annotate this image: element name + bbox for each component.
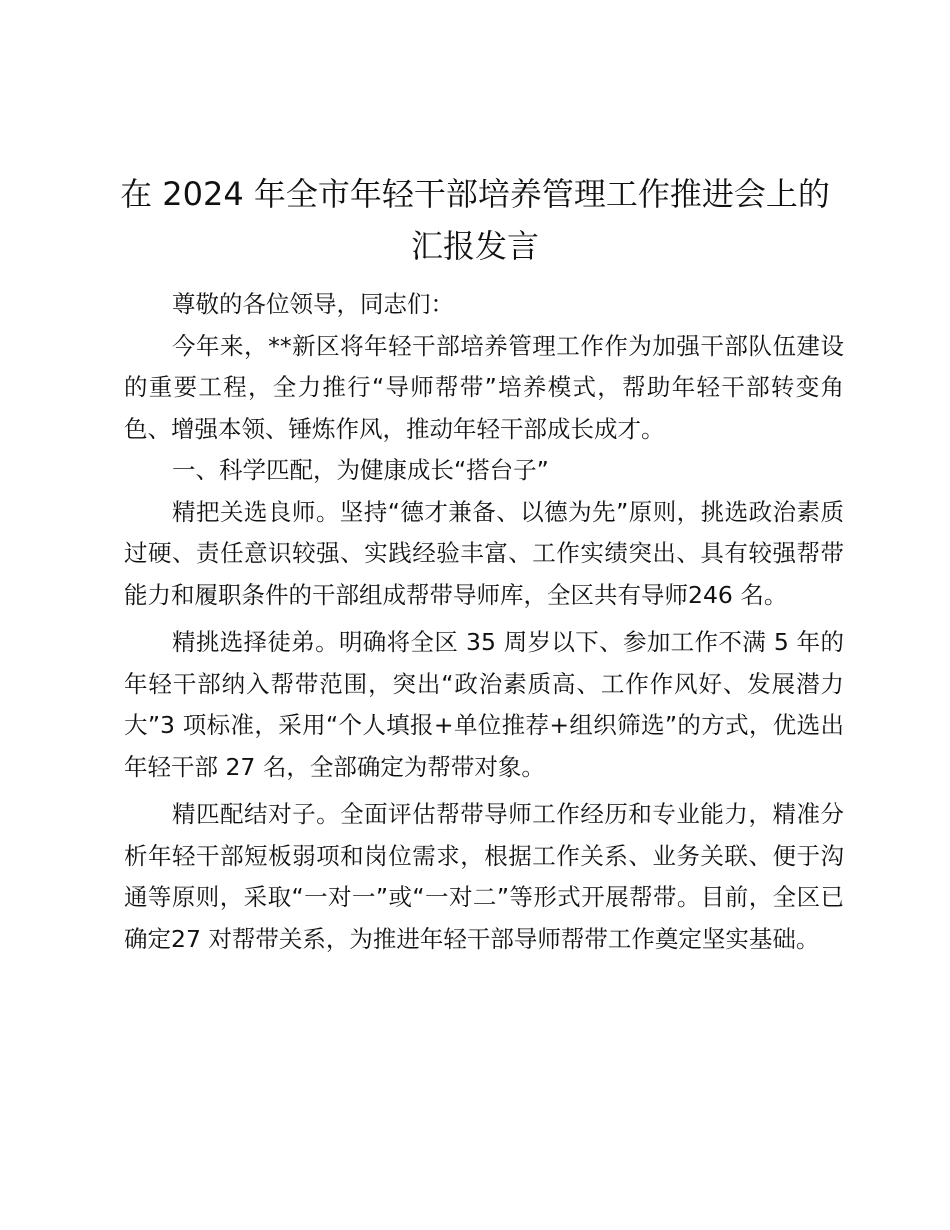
paragraph-intro: 今年来，**新区将年轻干部培养管理工作作为加强干部队伍建设的重要工程，全力推行“导师帮带”培养模式，帮助年轻干部转变角色、增强本领、锤炼作风，推动年轻干部成长成才。 — [124, 331, 844, 443]
document-body — [124, 284, 844, 960]
document-title: 在 2024 年全市年轻干部培养管理工作推进会上的汇报发言 — [120, 175, 830, 265]
paragraph-select-apprentices: 精挑选择徒弟。明确将全区 35 周岁以下、参加工作不满 5 年的年轻干部纳入帮带范围，突出“政治素质高、工作作风好、发展潜力大”3 项标准，采用“个人填报+单位推荐+组织筛选”的方式，优选出年轻干部 27 名，全部确定为帮带对象。 — [124, 628, 844, 781]
paragraph-select-mentors: 精把关选良师。坚持“德才兼备、以德为先”原则，挑选政治素质过硬、责任意识较强、实践经验丰富、工作实绩突出、具有较强帮带能力和履职条件的干部组成帮带导师库，全区共有导师246 名。 — [124, 497, 844, 609]
paragraph-pairing: 精匹配结对子。全面评估帮带导师工作经历和专业能力，精准分析年轻干部短板弱项和岗位需求，根据工作关系、业务关联、便于沟通等原则，采取“一对一”或“一对二”等形式开展帮带。目前，全区已确定27 对帮带关系，为推进年轻干部导师帮带工作奠定坚实基础。 — [124, 800, 844, 953]
section-heading-1: 一、科学匹配，为健康成长“搭台子” — [172, 456, 549, 484]
salutation: 尊敬的各位领导，同志们： — [172, 290, 454, 318]
